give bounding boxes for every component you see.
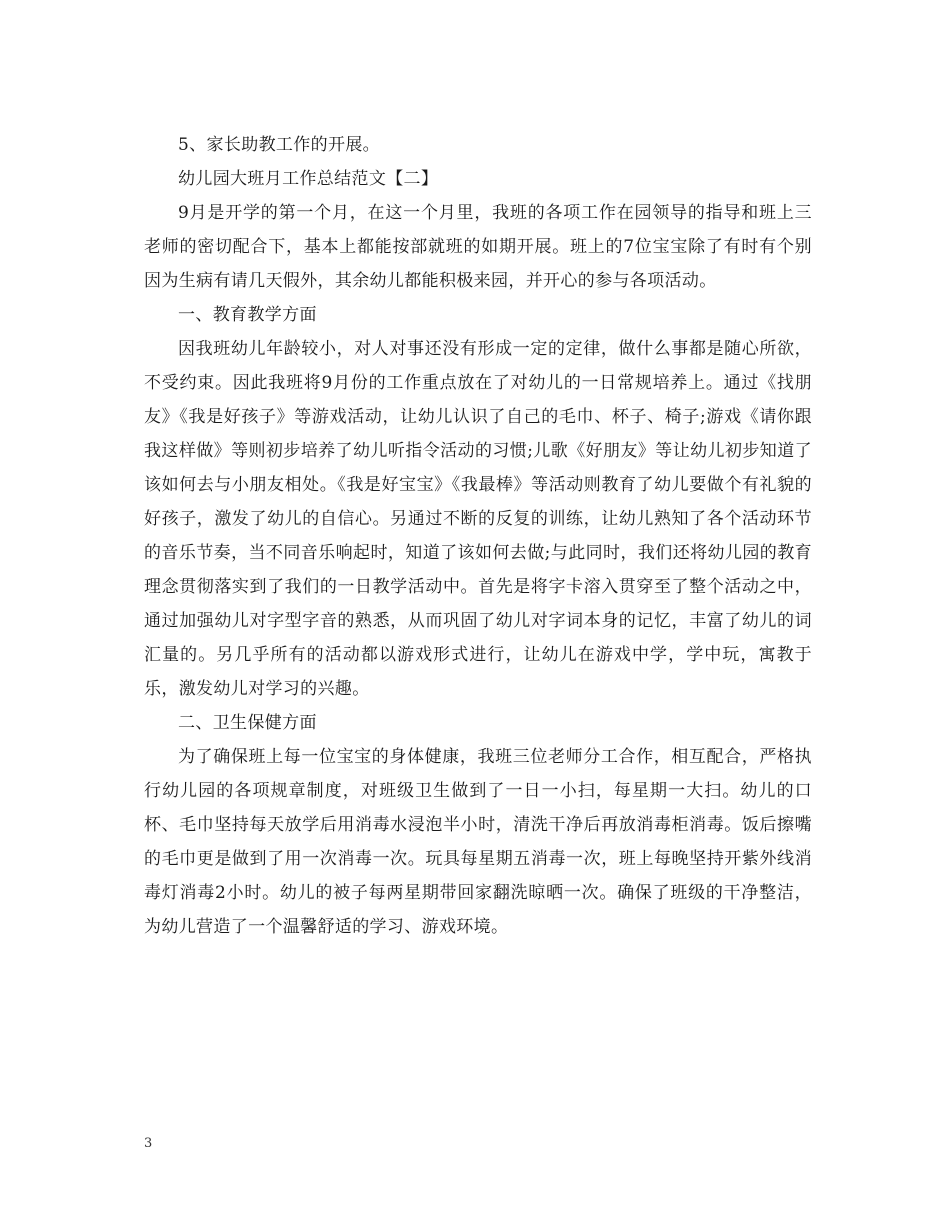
document-body <box>144 128 812 944</box>
education-paragraph: 因我班幼儿年龄较小，对人对事还没有形成一定的定律，做什么事都是随心所欲，不受约束。因此我班将9月份的工作重点放在了对幼儿的一日常规培养上。通过《找朋友》《我是好孩子》等游戏活动，让幼儿认识了自己的毛巾、杯子、椅子;游戏《请你跟我这样做》等则初步培养了幼儿听指令活动的习惯;儿歌《好朋友》等让幼儿初步知道了该如何去与小朋友相处。《我是好宝宝》《我最棒》等活动则教育了幼儿要做个有礼貌的好孩子，激发了幼儿的自信心。另通过不断的反复的训练，让幼儿熟知了各个活动环节的音乐节奏，当不同音乐响起时，知道了该如何去做;与此同时，我们还将幼儿园的教育理念贯彻落实到了我们的一日教学活动中。首先是将字卡溶入贯穿至了整个活动之中，通过加强幼儿对字型字音的熟悉，从而巩固了幼儿对字词本身的记忆，丰富了幼儿的词汇量的。另几乎所有的活动都以游戏形式进行，让幼儿在游戏中学，学中玩，寓教于乐，激发幼儿对学习的兴趣。 <box>144 339 812 699</box>
intro-paragraph: 9月是开学的第一个月，在这一个月里，我班的各项工作在园领导的指导和班上三老师的密切配合下，基本上都能按部就班的如期开展。班上的7位宝宝除了有时有个别因为生病有请几天假外，其余幼儿都能积极来园，并开心的参与各项活动。 <box>144 203 812 291</box>
section-title: 幼儿园大班月工作总结范文【二】 <box>178 169 439 189</box>
heading-hygiene: 二、卫生保健方面 <box>178 713 317 733</box>
heading-education: 一、教育教学方面 <box>178 305 317 325</box>
list-item-parent-assist: 5、家长助教工作的开展。 <box>178 135 381 155</box>
page-number: 3 <box>144 1136 153 1151</box>
hygiene-paragraph: 为了确保班上每一位宝宝的身体健康，我班三位老师分工合作，相互配合，严格执行幼儿园的各项规章制度，对班级卫生做到了一日一小扫，每星期一大扫。幼儿的口杯、毛巾坚持每天放学后用消毒水浸泡半小时，清洗干净后再放消毒柜消毒。饭后擦嘴的毛巾更是做到了用一次消毒一次。玩具每星期五消毒一次，班上每晚坚持开紫外线消毒灯消毒2小时。幼儿的被子每两星期带回家翻洗晾晒一次。确保了班级的干净整洁，为幼儿营造了一个温馨舒适的学习、游戏环境。 <box>144 747 812 937</box>
